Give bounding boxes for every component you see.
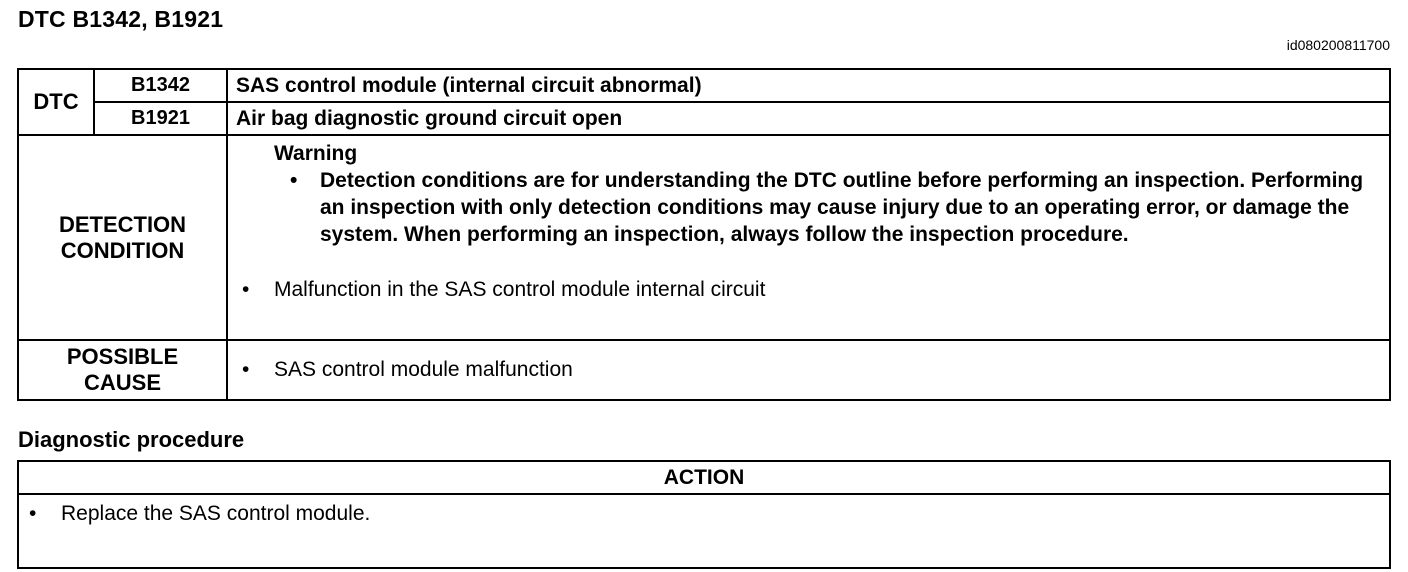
bullet-icon: • [290,169,298,192]
detection-label-line2: CONDITION [60,237,185,263]
dtc-table [17,68,1391,401]
warning-text: Detection conditions are for understanding the DTC outline before performing an inspection. Performing an inspection with only detection conditions may cause injury due to an operating error, or damage the system. When performing an inspection, always follow the inspection procedure. [320,169,1364,246]
detection-condition-content [227,135,1390,340]
document-id: id080200811700 [1286,37,1390,53]
cause-label-line2: CAUSE [83,370,161,395]
action-item [29,500,1379,527]
cause-text: SAS control module malfunction [274,357,573,381]
condition-text: Malfunction in the SAS control module internal circuit [274,278,766,301]
bullet-icon: • [29,502,37,525]
dtc-row-b1921 [18,102,1390,135]
dtc-row-b1342 [18,69,1390,102]
dtc-description-b1921: Air bag diagnostic ground circuit open [227,102,1390,135]
action-row [18,494,1390,568]
action-content [18,494,1390,568]
cause-item [242,356,1381,383]
page-title: DTC B1342, B1921 [18,6,224,32]
dtc-label: DTC [18,69,94,135]
detection-condition-row [18,135,1390,340]
action-table [17,460,1391,569]
detection-condition-label [18,135,227,340]
detection-label-line1: DETECTION [58,211,187,237]
bullet-icon: • [242,357,250,381]
possible-cause-content [227,340,1390,400]
warning-title: Warning [274,142,358,165]
dtc-code-b1921: B1921 [94,102,227,135]
dtc-code-b1342: B1342 [94,69,227,102]
possible-cause-label [18,340,227,400]
dtc-description-b1342: SAS control module (internal circuit abnormal) [227,69,1390,102]
action-header: ACTION [18,461,1390,494]
cause-label-line1: POSSIBLE [66,344,179,369]
action-text: Replace the SAS control module. [61,502,371,525]
condition-item [242,276,1381,303]
bullet-icon: • [242,278,250,301]
possible-cause-row [18,340,1390,400]
section-title: Diagnostic procedure [18,427,245,452]
warning-item [290,167,1381,248]
action-header-row [18,461,1390,494]
